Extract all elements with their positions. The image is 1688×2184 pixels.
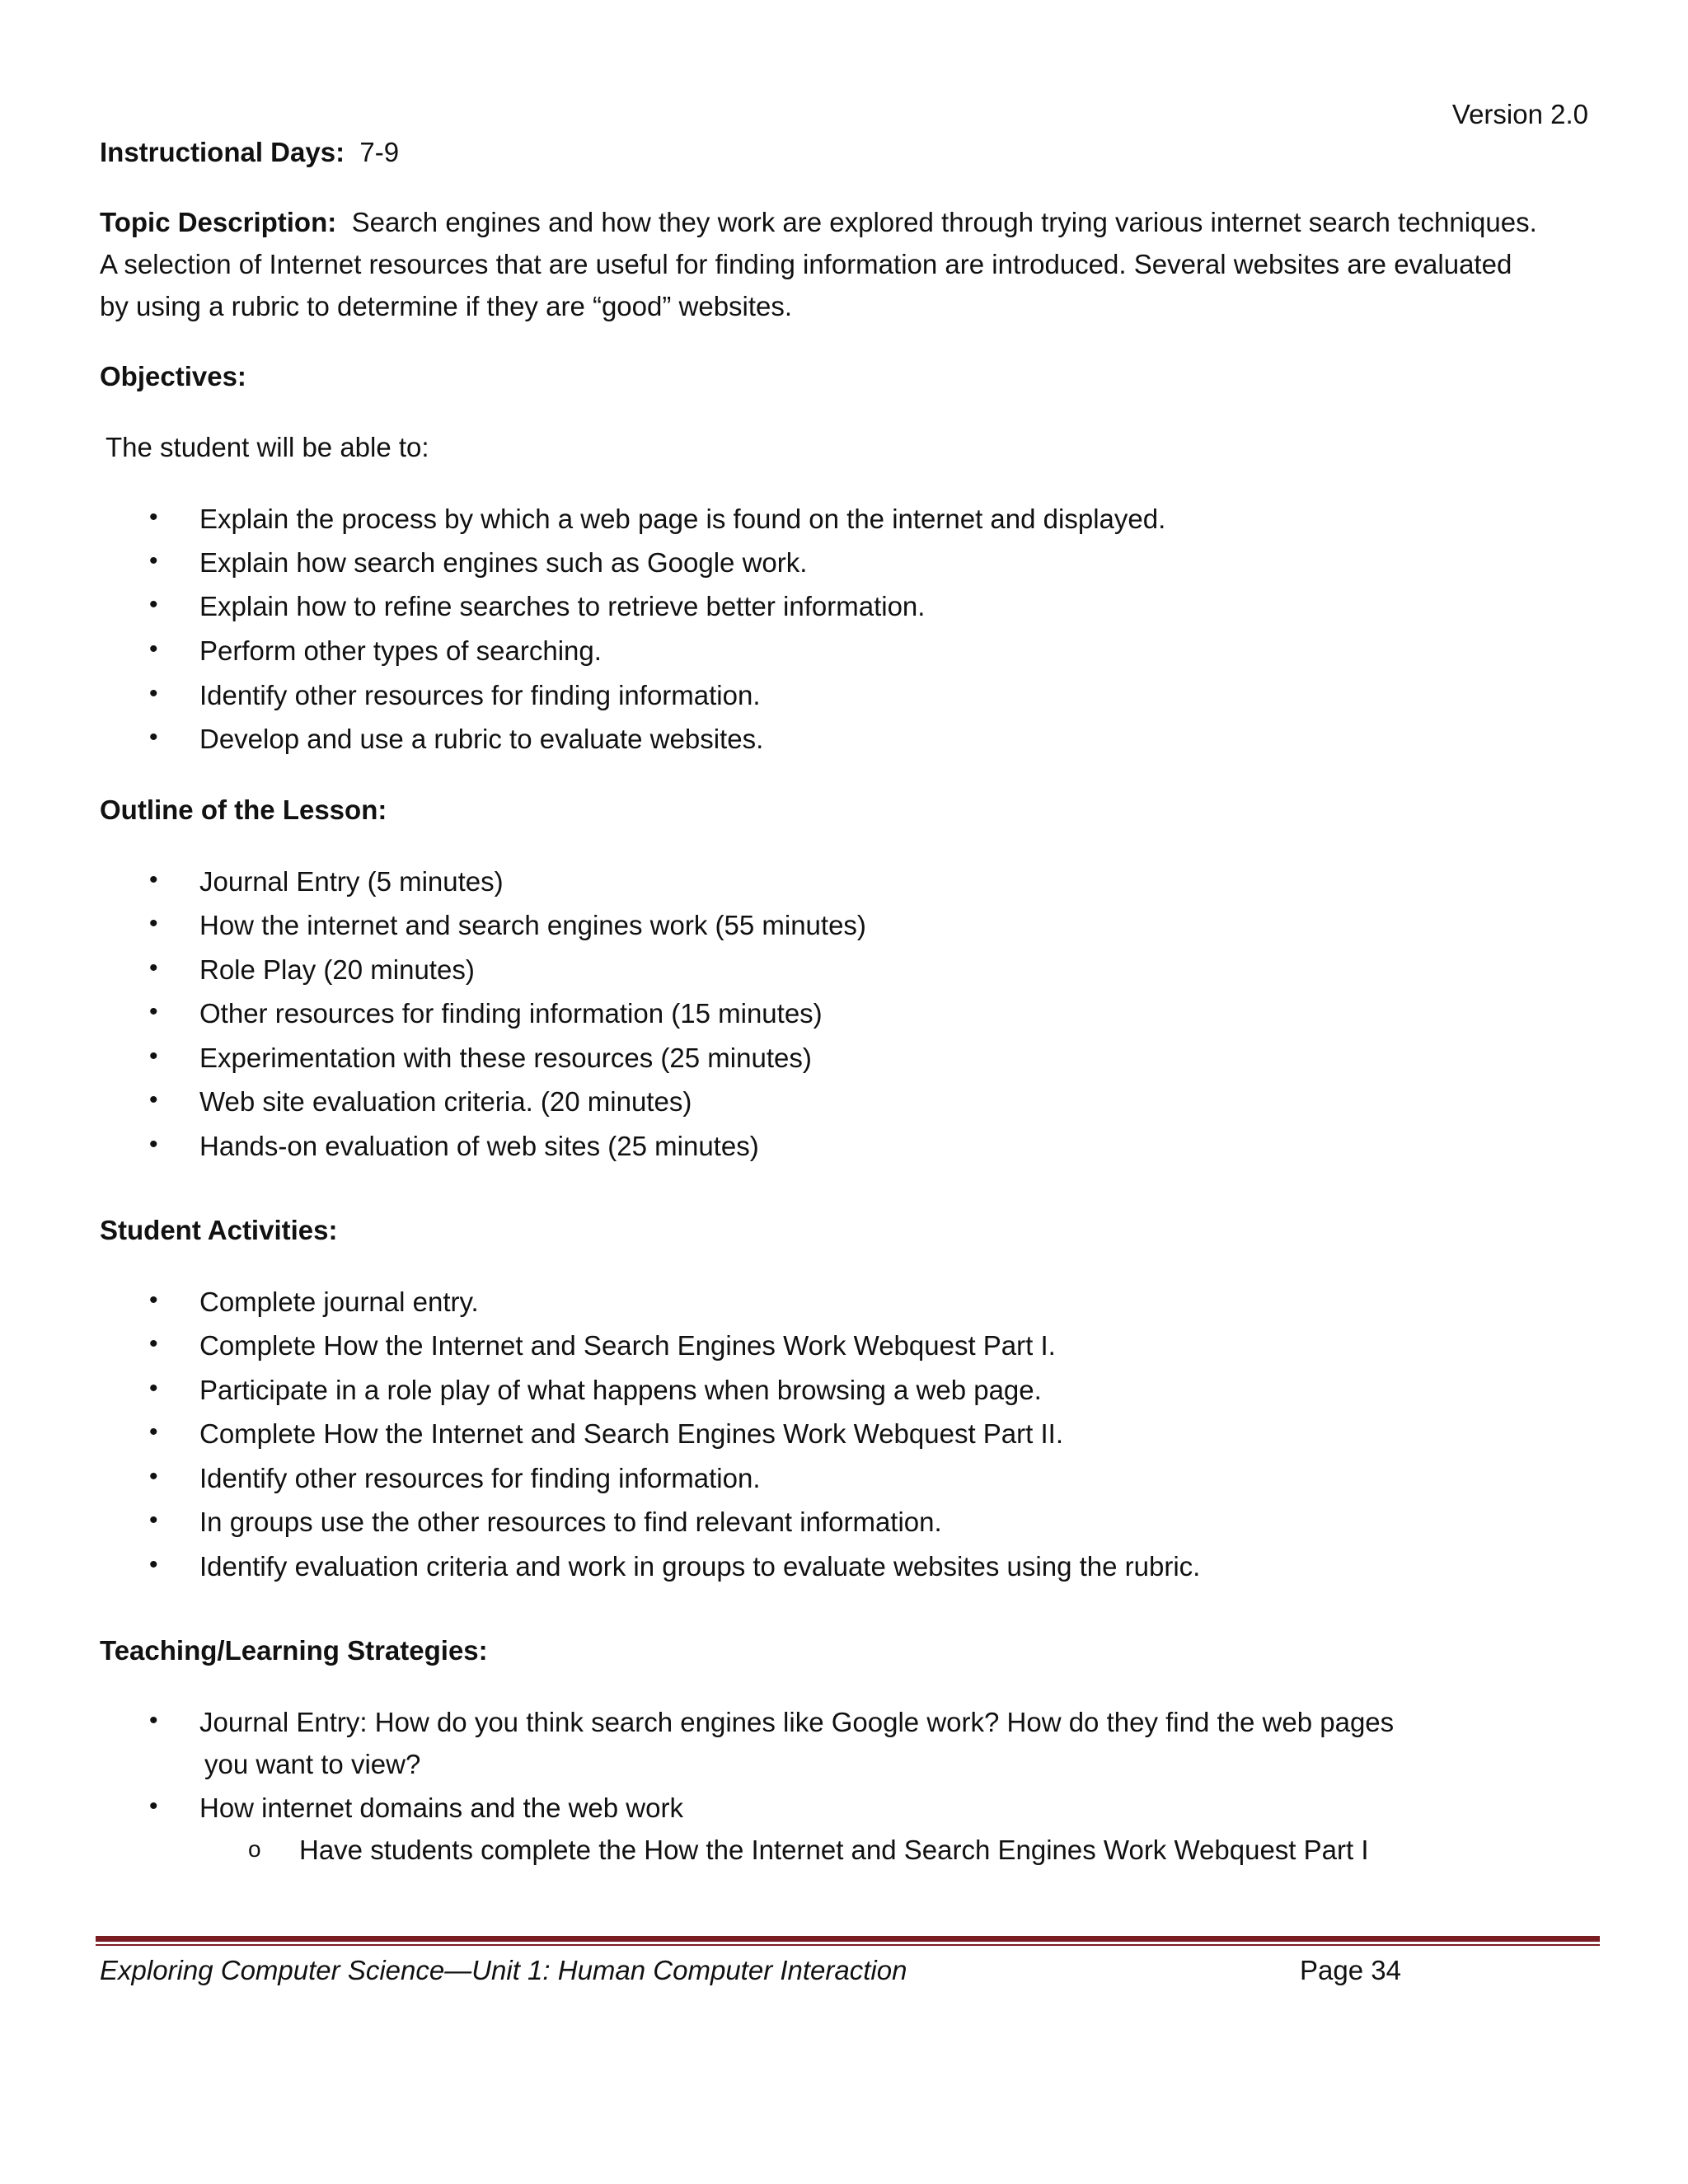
objective-text: Explain the process by which a web page is found on the internet and displayed. [199,504,1166,534]
activity-text: Complete journal entry. [199,1286,479,1317]
activity-text: Identify evaluation criteria and work in groups to evaluate websites using the rubric. [199,1551,1201,1582]
footer-divider [96,1936,1600,1942]
activity-text: Identify other resources for finding information. [199,1463,761,1493]
bullet-icon: • [149,1375,158,1402]
objectives-heading: Objectives: [100,361,246,391]
outline-text: Experimentation with these resources (25 minutes) [199,1043,812,1073]
objective-text: Identify other resources for finding information. [199,680,761,710]
objective-text: Develop and use a rubric to evaluate websites. [199,724,764,754]
outline-text: Journal Entry (5 minutes) [199,866,504,897]
strategy-text: Journal Entry: How do you think search engines like Google work? How do they find the web pages [199,1707,1395,1737]
footer-divider-thin [96,1944,1600,1946]
bullet-icon: • [149,1131,158,1158]
outline-text: Role Play (20 minutes) [199,954,475,985]
strategy-text: How internet domains and the web work [199,1793,683,1823]
objective-text: Explain how to refine searches to retrieve better information. [199,591,926,621]
bullet-icon: • [149,1286,158,1314]
circle-bullet-icon: o [248,1836,261,1862]
topic-description-line-1 [100,207,1537,238]
instructional-days-label: Instructional Days: [100,137,345,167]
bullet-icon: • [149,1043,158,1070]
topic-description-label: Topic Description: [100,207,337,237]
instructional-days [100,137,399,168]
version-label: Version 2.0 [1451,99,1588,129]
outline-text: Other resources for finding information (15 minutes) [199,998,823,1029]
bullet-icon: • [149,547,158,574]
activity-text: In groups use the other resources to find relevant information. [199,1507,942,1537]
bullet-icon: • [149,504,158,531]
bullet-icon: • [149,591,158,618]
activity-text: Participate in a role play of what happens when browsing a web page. [199,1375,1042,1405]
objective-text: Explain how search engines such as Google work. [199,547,808,578]
topic-description-line-3: by using a rubric to determine if they are “good” websites. [100,291,793,321]
strategy-sub-text: Have students complete the How the Internet and Search Engines Work Webquest Part I [299,1835,1369,1865]
bullet-icon: • [149,1551,158,1578]
outline-text: Web site evaluation criteria. (20 minutes) [199,1086,692,1117]
outline-text: How the internet and search engines work (55 minutes) [199,910,866,940]
footer-title: Exploring Computer Science—Unit 1: Human Computer Interaction [100,1955,907,1985]
outline-text: Hands-on evaluation of web sites (25 minutes) [199,1131,759,1161]
bullet-icon: • [149,1418,158,1446]
strategies-heading: Teaching/Learning Strategies: [100,1635,488,1666]
bullet-icon: • [149,680,158,707]
bullet-icon: • [149,998,158,1025]
bullet-icon: • [149,866,158,893]
objectives-intro: The student will be able to: [106,432,429,462]
bullet-icon: • [149,1086,158,1113]
bullet-icon: • [149,1707,158,1734]
bullet-icon: • [149,1793,158,1820]
topic-description-text-1: Search engines and how they work are explored through trying various internet search techniques. [351,207,1537,237]
student-activities-heading: Student Activities: [100,1215,338,1245]
outline-heading: Outline of the Lesson: [100,794,387,825]
page-number: Page 34 [1300,1955,1401,1985]
bullet-icon: • [149,910,158,937]
bullet-icon: • [149,635,158,663]
instructional-days-value: 7-9 [359,137,400,167]
topic-description-line-2: A selection of Internet resources that are useful for finding information are introduced. Several websites are evaluated [100,249,1512,279]
bullet-icon: • [149,724,158,751]
bullet-icon: • [149,1463,158,1490]
objective-text: Perform other types of searching. [199,635,602,666]
activity-text: Complete How the Internet and Search Engines Work Webquest Part I. [199,1330,1056,1361]
bullet-icon: • [149,1507,158,1534]
strategy-text-continuation: you want to view? [204,1749,421,1779]
bullet-icon: • [149,954,158,982]
activity-text: Complete How the Internet and Search Engines Work Webquest Part II. [199,1418,1063,1449]
bullet-icon: • [149,1330,158,1357]
